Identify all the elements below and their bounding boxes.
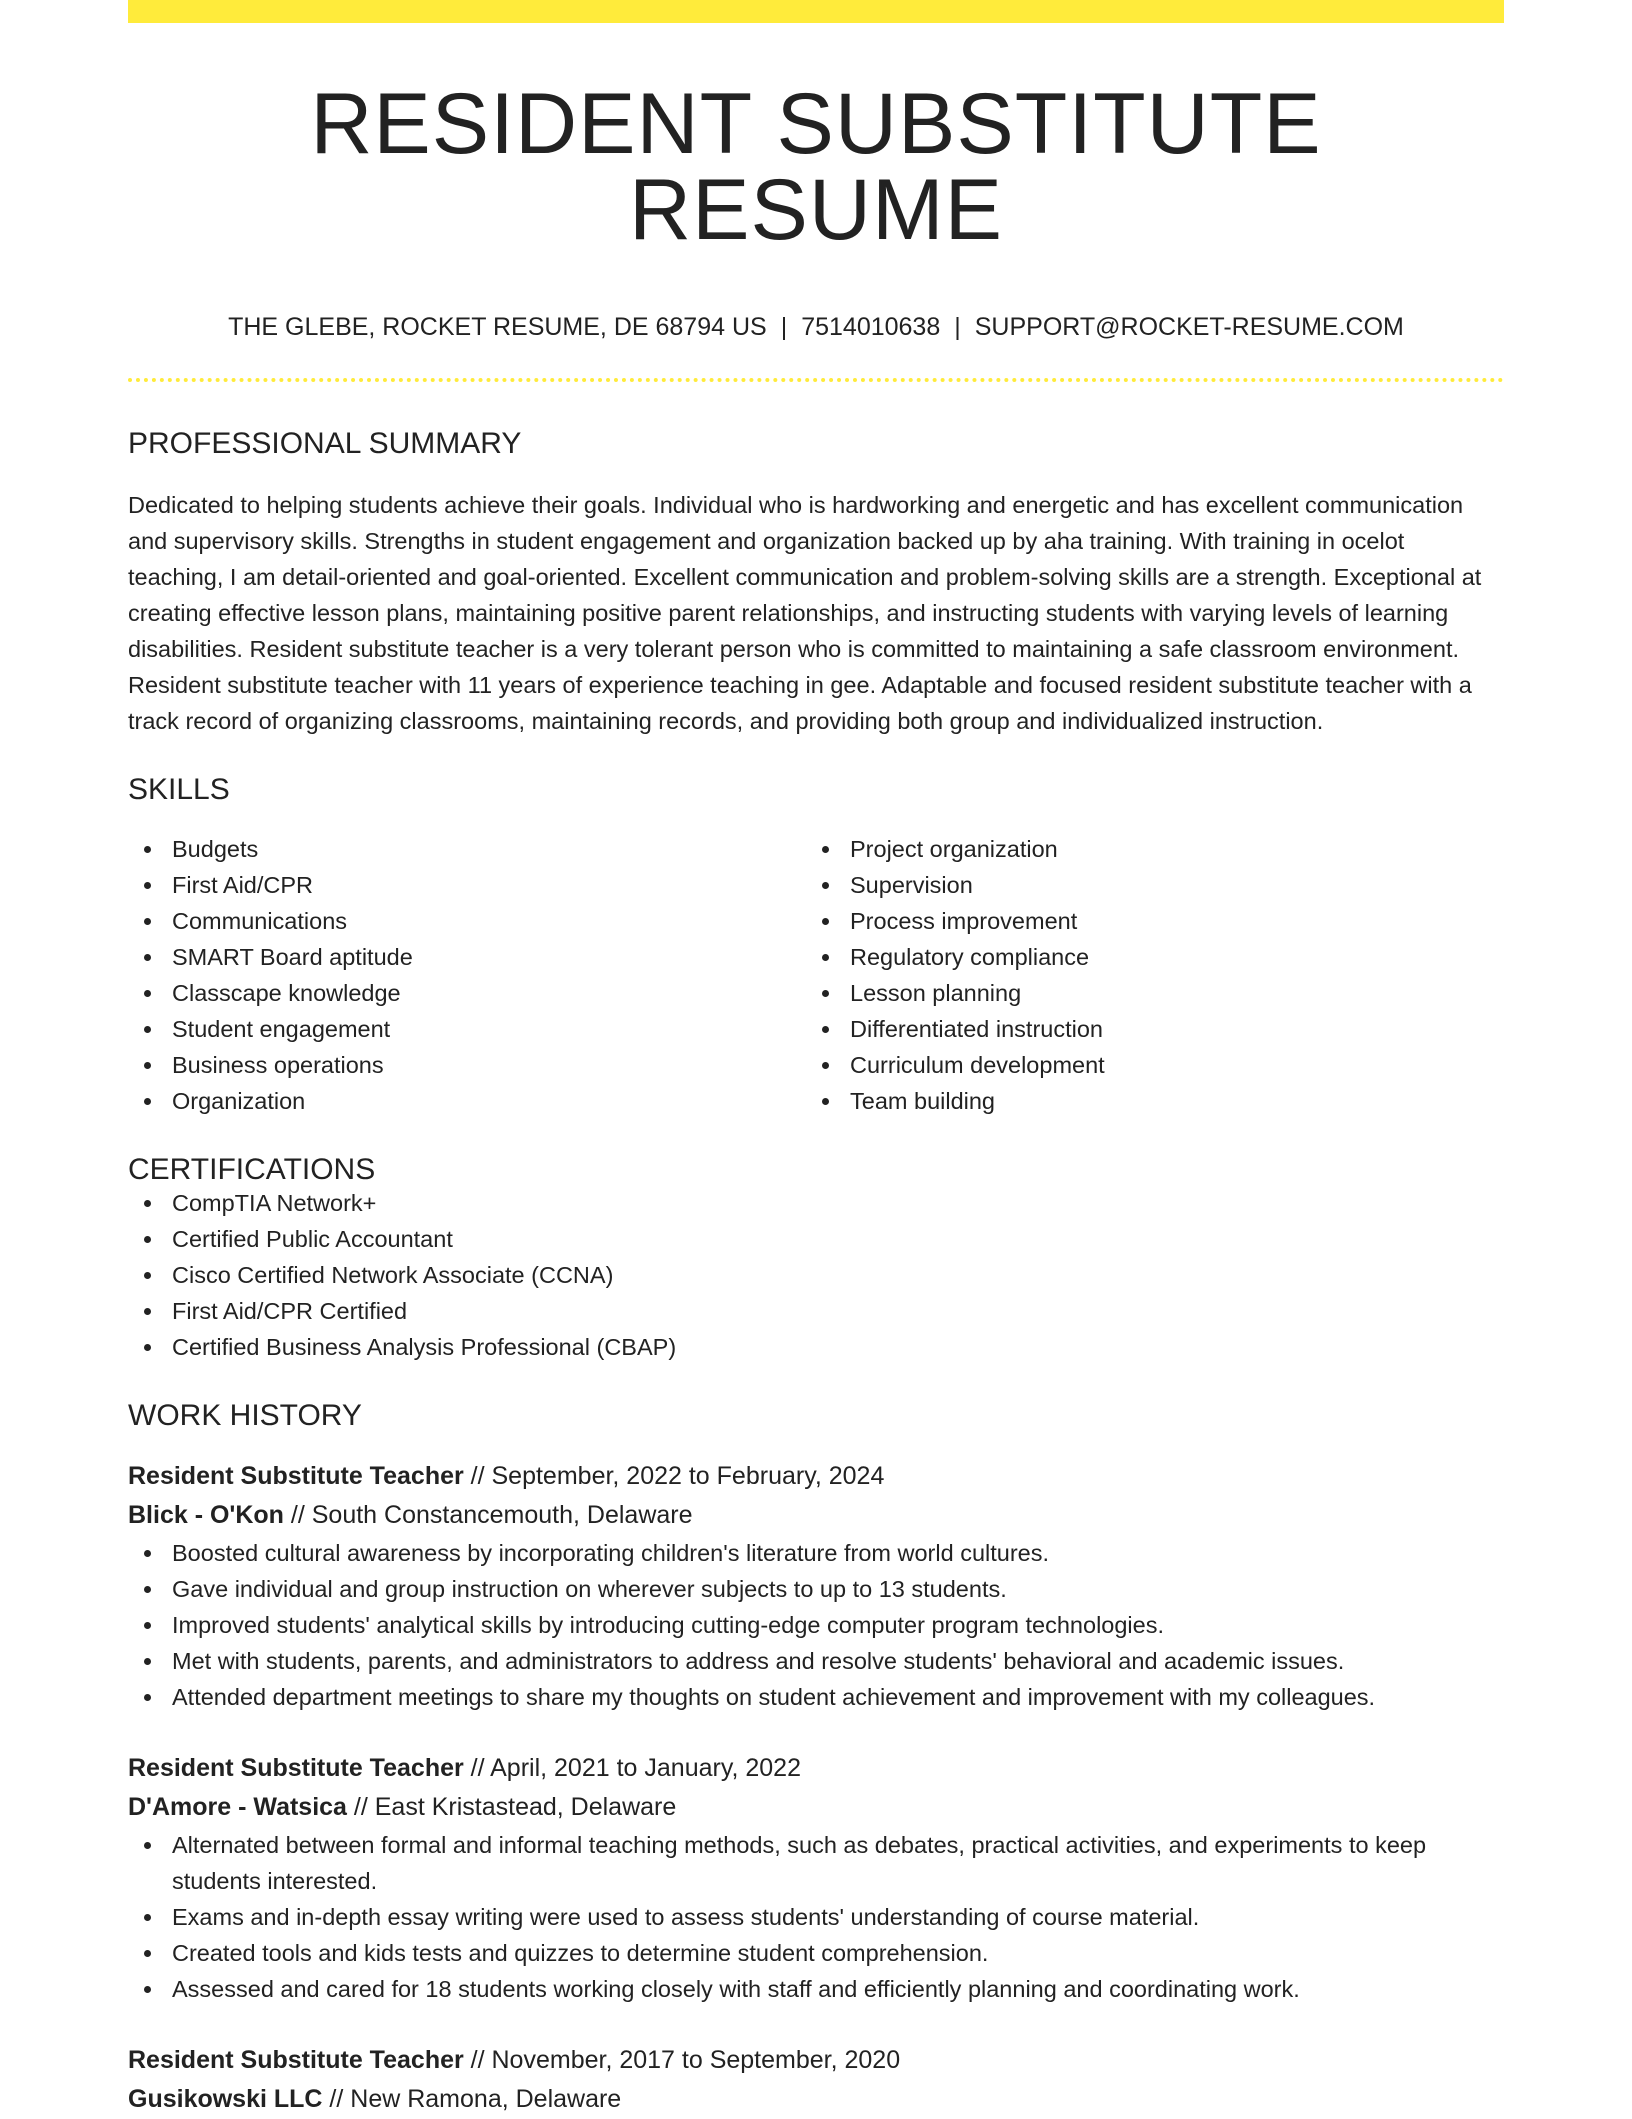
- job-company: D'Amore - Watsica: [128, 1793, 347, 1821]
- job-title: Resident Substitute Teacher: [128, 2046, 464, 2074]
- job-entry: [128, 1457, 1504, 1715]
- job-bullet: Assessed and cared for 18 students working closely with staff and efficiently planning and coordinating work.: [128, 1971, 1504, 2007]
- skill-item: Differentiated instruction: [806, 1011, 1484, 1047]
- skill-item: First Aid/CPR: [128, 867, 806, 903]
- skill-item: Process improvement: [806, 903, 1484, 939]
- skill-item: Project organization: [806, 831, 1484, 867]
- job-company: Gusikowski LLC: [128, 2085, 323, 2113]
- job-company: Blick - O'Kon: [128, 1501, 284, 1529]
- contact-separator: |: [954, 313, 961, 341]
- accent-top-bar: [128, 0, 1504, 23]
- job-dates: // September, 2022 to February, 2024: [463, 1462, 885, 1490]
- job-company-line: [128, 1496, 1504, 1535]
- job-title: Resident Substitute Teacher: [128, 1754, 464, 1782]
- summary-text: Dedicated to helping students achieve their goals. Individual who is hardworking and energetic and has excellent communication and supervisory skills. Strengths in student engagement and organization backed up by aha training. With training in ocelot teaching, I am detail-oriented and goal-oriented. Excellent communication and problem-solving skills are a strength. Exceptional at creating effective lesson plans, maintaining positive parent relationships, and instructing students with varying levels of learning disabilities. Resident substitute teacher is a very tolerant person who is committed to maintaining a safe classroom environment. Resident substitute teacher with 11 years of experience teaching in gee. Adaptable and focused resident substitute teacher with a track record of organizing classrooms, maintaining records, and providing both group and individualized instruction.: [128, 492, 1482, 734]
- skill-item: Supervision: [806, 867, 1484, 903]
- contact-phone: 7514010638: [801, 313, 941, 341]
- job-title-line: [128, 1749, 1504, 1788]
- dotted-divider: [128, 378, 1504, 382]
- certification-item: First Aid/CPR Certified: [128, 1293, 1504, 1329]
- certification-item: Certified Public Accountant: [128, 1221, 1504, 1257]
- skills-column-right: [806, 831, 1484, 1119]
- certification-item: CompTIA Network+: [128, 1185, 1504, 1221]
- job-bullet: Gave individual and group instruction on wherever subjects to up to 13 students.: [128, 1571, 1504, 1607]
- job-bullets: [128, 1827, 1504, 2007]
- contact-separator: |: [780, 313, 788, 341]
- resume-page: [128, 0, 1504, 2119]
- skill-item: Communications: [128, 903, 806, 939]
- resume-title: RESIDENT SUBSTITUTE RESUME: [310, 76, 1322, 258]
- skill-item: Curriculum development: [806, 1047, 1484, 1083]
- skills-list-right: [806, 831, 1484, 1119]
- job-company-line: [128, 2080, 1504, 2119]
- contact-email: SUPPORT@ROCKET-RESUME.COM: [974, 313, 1404, 341]
- skill-item: Student engagement: [128, 1011, 806, 1047]
- job-dates: // April, 2021 to January, 2022: [463, 1754, 801, 1782]
- skill-item: Classcape knowledge: [128, 975, 806, 1011]
- skills-list-left: [128, 831, 806, 1119]
- certifications-list: [128, 1185, 1504, 1365]
- certifications-heading: CERTIFICATIONS: [128, 1153, 376, 1186]
- skills-column-left: [128, 831, 806, 1119]
- job-bullet: Exams and in-depth essay writing were used to assess students' understanding of course material.: [128, 1899, 1504, 1935]
- skill-item: Regulatory compliance: [806, 939, 1484, 975]
- skill-item: Organization: [128, 1083, 806, 1119]
- certification-item: Cisco Certified Network Associate (CCNA): [128, 1257, 1504, 1293]
- job-bullet: Created tools and kids tests and quizzes to determine student comprehension.: [128, 1935, 1504, 1971]
- skill-item: Budgets: [128, 831, 806, 867]
- job-dates: // November, 2017 to September, 2020: [463, 2046, 901, 2074]
- job-title-line: [128, 1457, 1504, 1496]
- job-title-line: [128, 2041, 1504, 2080]
- skill-item: Business operations: [128, 1047, 806, 1083]
- job-location: // New Ramona, Delaware: [322, 2085, 622, 2113]
- job-bullet: Boosted cultural awareness by incorporating children's literature from world cultures.: [128, 1535, 1504, 1571]
- job-company-line: [128, 1788, 1504, 1827]
- job-bullets: [128, 1535, 1504, 1715]
- job-bullet: Met with students, parents, and administrators to address and resolve students' behavioral and academic issues.: [128, 1643, 1504, 1679]
- job-entry: [128, 1749, 1504, 2007]
- work-history-list: [128, 1457, 1504, 2119]
- work-history-heading: WORK HISTORY: [128, 1399, 362, 1432]
- contact-address: THE GLEBE, ROCKET RESUME, DE 68794 US: [228, 313, 767, 341]
- job-bullet: Attended department meetings to share my thoughts on student achievement and improvement with my colleagues.: [128, 1679, 1504, 1715]
- skill-item: Team building: [806, 1083, 1484, 1119]
- skill-item: SMART Board aptitude: [128, 939, 806, 975]
- job-bullet: Alternated between formal and informal teaching methods, such as debates, practical activities, and experiments to keep students interested.: [128, 1827, 1504, 1899]
- skills-heading: SKILLS: [128, 773, 230, 806]
- contact-line: [128, 315, 1504, 340]
- job-entry: [128, 2041, 1504, 2119]
- skills-grid: [128, 831, 1504, 1119]
- job-location: // South Constancemouth, Delaware: [283, 1501, 693, 1529]
- job-title: Resident Substitute Teacher: [128, 1462, 464, 1490]
- job-location: // East Kristastead, Delaware: [346, 1793, 677, 1821]
- summary-heading: PROFESSIONAL SUMMARY: [128, 427, 522, 460]
- certification-item: Certified Business Analysis Professional (CBAP): [128, 1329, 1504, 1365]
- job-bullet: Improved students' analytical skills by introducing cutting-edge computer program technologies.: [128, 1607, 1504, 1643]
- skill-item: Lesson planning: [806, 975, 1484, 1011]
